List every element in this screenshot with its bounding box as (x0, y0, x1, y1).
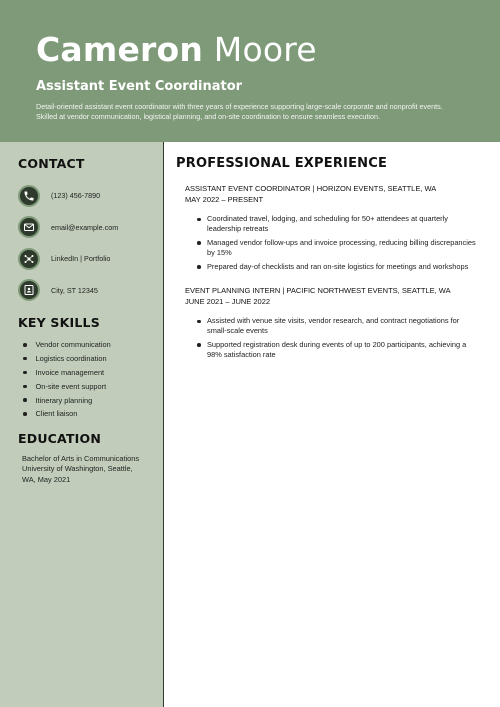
experience-heading: PROFESSIONAL EXPERIENCE (176, 156, 388, 171)
education-text: Bachelor of Arts in Communications University of Washington, Seattle, WA, May 2021 (22, 453, 140, 484)
network-icon (18, 248, 40, 270)
list-item: Supported registration desk during events of up to 200 participants, achieving a 98% satisfaction rate (197, 340, 476, 360)
skill-text: Logistics coordination (35, 354, 107, 364)
bullet-icon (23, 357, 27, 361)
profile-summary: Detail-oriented assistant event coordinator with three years of experience supporting large-scale corporate and nonprofit events. Skilled at vendor communication, logistical planning, and on-site coordination to ensure seamless execution. (36, 102, 443, 121)
phone-text: (123) 456-7890 (51, 191, 101, 201)
bullet-icon (23, 343, 27, 347)
skill-item (18, 338, 163, 352)
bullet-icon (23, 385, 27, 389)
job-entry (176, 286, 476, 360)
sidebar (0, 142, 164, 707)
skill-text: Vendor communication (35, 340, 111, 350)
candidate-name (36, 30, 464, 70)
skill-item (18, 352, 163, 366)
phone-icon (18, 185, 40, 207)
bullet-icon (23, 412, 27, 416)
contact-email (18, 212, 163, 244)
contact-phone (18, 180, 163, 212)
job-entry (176, 184, 476, 272)
location-icon (18, 279, 40, 301)
links-text: LinkedIn | Portfolio (51, 254, 111, 264)
contact-location (18, 275, 163, 307)
bullet-icon (23, 371, 27, 375)
list-item: Managed vendor follow-ups and invoice processing, reducing billing discrepancies by 15% (197, 238, 476, 258)
skills-list (18, 338, 163, 421)
job-bullets (176, 214, 476, 272)
contact-links (18, 243, 163, 275)
job-heading: EVENT PLANNING INTERN | PACIFIC NORTHWEST EVENTS, SEATTLE, WA (185, 286, 451, 296)
email-text: email@example.com (51, 222, 119, 232)
last-name: Moore (213, 30, 317, 69)
resume-header (0, 0, 500, 142)
education-heading: EDUCATION (18, 430, 102, 446)
skill-item (18, 379, 163, 393)
job-dates: JUNE 2021 – JUNE 2022 (185, 296, 271, 306)
contact-list (18, 180, 163, 306)
skill-item (18, 407, 163, 421)
contact-heading: CONTACT (18, 156, 85, 171)
skill-text: Itinerary planning (35, 395, 93, 405)
job-title: Assistant Event Coordinator (36, 79, 243, 94)
skill-text: Invoice management (35, 367, 105, 377)
first-name: Cameron (36, 30, 204, 69)
bullet-icon (23, 398, 27, 402)
skills-heading: KEY SKILLS (18, 315, 100, 330)
job-bullets (176, 316, 476, 360)
skill-text: On-site event support (35, 381, 107, 391)
list-item: Coordinated travel, lodging, and scheduling for 50+ attendees at quarterly leadership retreats (197, 214, 476, 234)
list-item: Assisted with venue site visits, vendor research, and contract negotiations for small-scale events (197, 316, 476, 336)
job-heading: ASSISTANT EVENT COORDINATOR | HORIZON EVENTS, SEATTLE, WA (185, 184, 437, 193)
skill-item (18, 366, 163, 380)
main-content (176, 142, 476, 364)
skill-item (18, 393, 163, 407)
job-dates: MAY 2022 – PRESENT (185, 194, 264, 204)
email-icon (18, 216, 40, 238)
skill-text: Client liaison (35, 409, 78, 419)
list-item: Prepared day-of checklists and ran on-site logistics for meetings and workshops (197, 262, 476, 272)
location-text: City, ST 12345 (51, 285, 98, 295)
